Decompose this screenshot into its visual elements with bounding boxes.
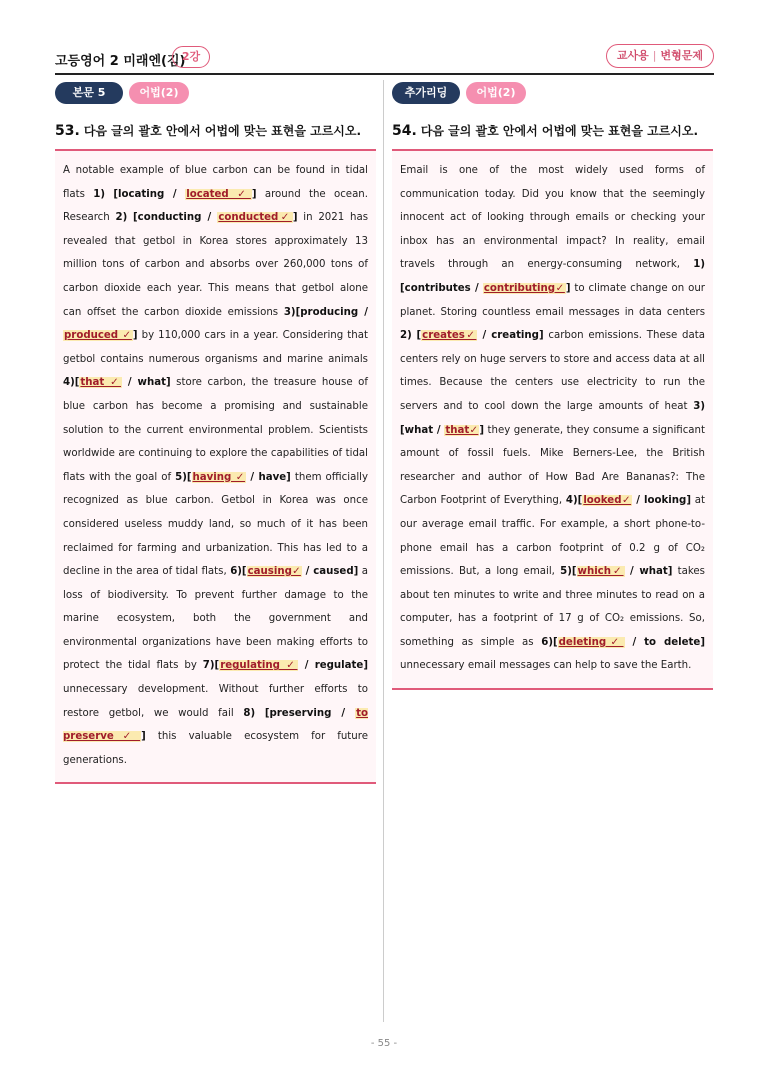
choice-text: 1)[ bbox=[400, 259, 705, 294]
choice-text: to delete bbox=[644, 636, 701, 648]
choice-text: ] bbox=[353, 566, 359, 578]
passage-segment: store carbon, the treasure house of blue carbon has become a promising and sustainable solution to the current environmental problem. Scientists worldwide are continuing to explore the capabilities of tidal flats with the goal of bbox=[63, 377, 368, 483]
choice-text: ] bbox=[165, 377, 171, 389]
passage-segment: Email is one of the most widely used forms of communication today. Did you know that the seemingly innocent act of looking through emails or checking your inbox has an environmental impact? In reality, email travels through an energy-consuming network, bbox=[400, 165, 705, 271]
correct-answer: deleting✓ bbox=[558, 636, 624, 648]
passage-segment: A notable example of blue carbon can be found in tidal flats bbox=[63, 165, 368, 200]
correct-answer: produced ✓ bbox=[64, 330, 132, 342]
passage-text bbox=[55, 149, 376, 784]
correct-answer: creates✓ bbox=[422, 330, 477, 342]
passage-segment: they generate, they consume a significant amount of fossil fuels. Mike Berners-Lee, the British researcher and author of How Bad Are Bananas?: The Carbon Footprint of Everything, bbox=[400, 424, 705, 507]
correct-answer: having ✓ bbox=[192, 471, 246, 483]
choice-text: ] bbox=[700, 636, 705, 648]
choice-text: 1) bbox=[93, 188, 106, 200]
choice-text: ] bbox=[565, 282, 571, 294]
passage-segment: around the ocean. Research bbox=[63, 188, 369, 224]
choice-text: 8) bbox=[243, 707, 256, 719]
choice-text: ] bbox=[363, 660, 368, 672]
correct-answer: that ✓ bbox=[80, 377, 122, 389]
question-number: 54. bbox=[392, 123, 417, 139]
choice-text: / bbox=[246, 471, 259, 483]
textbook-title: 고등영어 2 미래엔(김) bbox=[55, 54, 186, 69]
passage-segment: by 110,000 cars in a year. Considering that getbol contains numerous organisms and marine animals bbox=[63, 330, 368, 365]
choice-text: / bbox=[632, 495, 645, 507]
choice-text: / bbox=[358, 306, 368, 318]
choice-text: / bbox=[433, 424, 445, 436]
choice-text: / bbox=[624, 636, 645, 648]
choice-text: looking bbox=[644, 495, 687, 507]
correct-answer: which✓ bbox=[577, 566, 624, 578]
header-divider bbox=[55, 73, 714, 75]
choice-text: 6)[ bbox=[541, 636, 558, 648]
question-prompt: 다음 글의 괄호 안에서 어법에 맞는 표현을 고르시오. bbox=[420, 124, 699, 138]
choice-text: what bbox=[137, 377, 166, 389]
correct-answer: to preserve✓ bbox=[63, 707, 368, 743]
choice-text: / bbox=[201, 212, 218, 224]
correct-answer: located ✓ bbox=[186, 188, 251, 200]
choice-text: what bbox=[404, 424, 434, 436]
passage-segment bbox=[255, 708, 265, 719]
choice-text: 3)[ bbox=[400, 400, 705, 436]
question-prompt: 다음 글의 괄호 안에서 어법에 맞는 표현을 고르시오. bbox=[83, 124, 362, 138]
choice-text: / bbox=[331, 707, 356, 719]
passage-segment: at our average email traffic. For example, a short phone-to-phone email has a carbon footprint of 0.2 g of CO₂ emissions. But, a long email, bbox=[400, 495, 705, 578]
choice-text: / bbox=[301, 566, 314, 578]
choice-text: 6)[ bbox=[230, 566, 247, 578]
choice-text: 4)[ bbox=[63, 377, 80, 389]
correct-answer: regulating ✓ bbox=[220, 660, 298, 672]
choice-text: what bbox=[639, 566, 668, 578]
correct-answer: causing✓ bbox=[247, 566, 301, 578]
choice-text: regulate bbox=[314, 660, 364, 672]
choice-text: [ bbox=[133, 212, 138, 224]
choice-text: / bbox=[470, 282, 483, 294]
choice-text: ] bbox=[538, 330, 544, 342]
page-header bbox=[55, 44, 714, 74]
passage-segment: this valuable ecosystem for future generations. bbox=[63, 731, 368, 766]
edition-label: 교사용 bbox=[616, 49, 649, 62]
choice-text: creating bbox=[491, 330, 539, 342]
edition-badge bbox=[606, 44, 714, 68]
choice-text: / bbox=[122, 377, 138, 389]
section-tag: 추가리딩 bbox=[392, 82, 460, 104]
category-tag: 어법(2) bbox=[129, 82, 189, 104]
choice-text: ] bbox=[132, 330, 138, 342]
tag-row bbox=[55, 82, 376, 106]
choice-text: / bbox=[164, 188, 186, 200]
choice-text: locating bbox=[117, 188, 165, 200]
passage-segment: in 2021 has revealed that getbol in Korea stores approximately 13 million tons of carbon and absorbs over 260,000 tons of carbon dioxide each year. This means that getbol alone can offset the carbon dioxide emissions bbox=[63, 212, 369, 318]
choice-text: ] bbox=[292, 212, 298, 224]
choice-text: conducting bbox=[137, 212, 202, 224]
passage-segment: a loss of biodiversity. To prevent further damage to the marine ecosystem, both the government and environmental organizations have been making efforts to protect the tidal flats by bbox=[63, 566, 369, 672]
choice-text: ] bbox=[686, 495, 691, 507]
choice-text: ] bbox=[141, 731, 146, 743]
page-number: - 55 - bbox=[370, 1038, 398, 1049]
passage-segment: takes about ten minutes to write and three minutes to read on a computer, has a footprint of 17 g of CO₂ emissions. So, something as simple as bbox=[400, 566, 705, 648]
choice-text: [ bbox=[113, 188, 118, 200]
passage-segment: unnecessary development. Without further efforts to restore getbol, we would fail bbox=[63, 684, 368, 719]
choice-text: ] bbox=[251, 188, 257, 200]
passage-segment: them officially recognized as blue carbon. Getbol in Korea was once considered useless muddy land, so much of it has been reclaimed for farming and urbanization. This has led to a decline in the area of tidal flats, bbox=[63, 471, 369, 578]
correct-answer: conducted✓ bbox=[218, 212, 292, 224]
tag-row bbox=[392, 82, 713, 106]
lesson-badge: 2강 bbox=[172, 46, 210, 68]
choice-text: [ bbox=[416, 330, 422, 342]
choice-text: / bbox=[298, 660, 315, 672]
choice-text: 3)[ bbox=[283, 306, 301, 318]
choice-text: ] bbox=[286, 471, 291, 483]
choice-text: 2) bbox=[115, 212, 128, 224]
choice-text: caused bbox=[313, 566, 354, 578]
choice-text: 4)[ bbox=[565, 495, 583, 507]
choice-text: 5)[ bbox=[560, 566, 577, 578]
choice-text: / bbox=[477, 330, 492, 342]
question-54-column bbox=[392, 82, 713, 690]
choice-text: preserving bbox=[269, 707, 332, 719]
passage-text bbox=[392, 149, 713, 690]
category-tag: 어법(2) bbox=[466, 82, 526, 104]
question-number: 53. bbox=[55, 123, 80, 139]
choice-text: ] bbox=[479, 424, 485, 436]
type-label: 변형문제 bbox=[660, 49, 703, 62]
choice-text: producing bbox=[300, 306, 359, 318]
question-heading bbox=[392, 122, 713, 139]
question-heading bbox=[55, 122, 376, 139]
passage-segment: unnecessary email messages can help to save the Earth. bbox=[400, 660, 692, 672]
choice-text: 7)[ bbox=[202, 660, 220, 672]
column-divider bbox=[383, 80, 384, 1022]
choice-text: have bbox=[258, 471, 287, 483]
choice-text: 5)[ bbox=[175, 471, 192, 483]
choice-text: [ bbox=[264, 707, 270, 719]
badge-separator: | bbox=[652, 49, 657, 62]
correct-answer: contributing✓ bbox=[483, 282, 565, 294]
correct-answer: that✓ bbox=[445, 424, 479, 436]
choice-text: 2) bbox=[400, 330, 412, 342]
choice-text: ] bbox=[667, 566, 673, 578]
passage-segment: carbon emissions. These data centers rely on huge servers to store and access data at all times. Because the centers use electricity to run the servers and to cool down the large amounts of heat bbox=[400, 330, 705, 412]
question-53-column bbox=[55, 82, 376, 784]
passage-segment: to climate change on our planet. Storing countless email messages in data centers bbox=[400, 282, 705, 318]
section-tag: 본문 5 bbox=[55, 82, 123, 104]
choice-text: / bbox=[624, 566, 640, 578]
correct-answer: looked✓ bbox=[583, 495, 632, 507]
choice-text: contributes bbox=[404, 282, 471, 294]
